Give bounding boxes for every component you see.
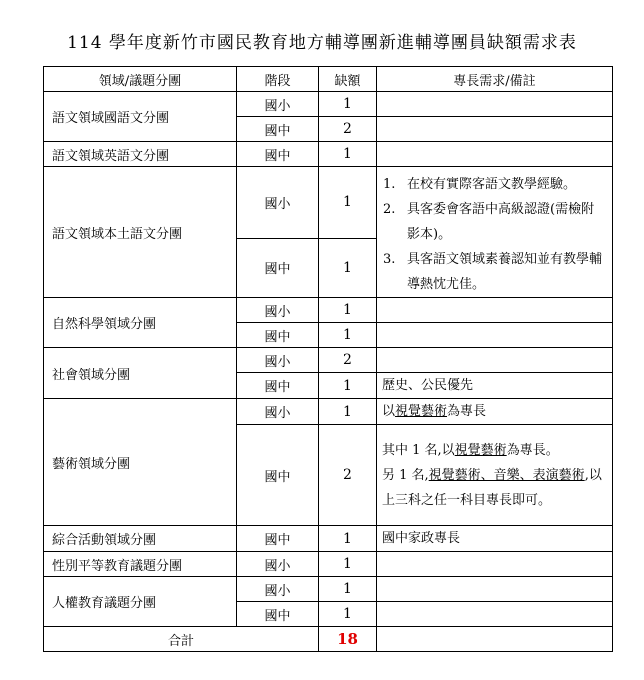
area-native: 語文領域本土語文分團 bbox=[44, 167, 237, 298]
note-line: 另 1 名,視覺藝術、音樂、表演藝術,以上三科之任一科目專長即可。 bbox=[382, 467, 602, 508]
stage-cell: 國中 bbox=[237, 373, 319, 399]
note-cell bbox=[377, 577, 613, 602]
area-gender: 性別平等教育議題分團 bbox=[44, 552, 237, 577]
note-list bbox=[383, 172, 606, 297]
list-item: 2. 具客委會客語中高級認證(需檢附影本)。 bbox=[383, 202, 595, 242]
area-arts: 藝術領域分團 bbox=[44, 399, 237, 526]
stage-cell: 國小 bbox=[237, 92, 319, 117]
note-cell: 國中家政專長 bbox=[377, 526, 613, 552]
stage-cell: 國小 bbox=[237, 399, 319, 425]
note-cell bbox=[377, 602, 613, 627]
total-row bbox=[44, 627, 613, 652]
note-cell bbox=[377, 117, 613, 142]
list-item: 1. 在校有實際客語文教學經驗。 bbox=[383, 177, 577, 192]
note-cell bbox=[377, 298, 613, 323]
area-integrative: 綜合活動領域分團 bbox=[44, 526, 237, 552]
stage-cell: 國小 bbox=[237, 577, 319, 602]
vacancy-cell: 1 bbox=[319, 323, 377, 348]
vacancy-cell: 1 bbox=[319, 577, 377, 602]
list-item: 3. 具客語文領域素養認知並有教學輔導熱忱尤佳。 bbox=[383, 252, 603, 292]
header-row bbox=[44, 67, 613, 92]
stage-cell: 國中 bbox=[237, 238, 319, 297]
area-chinese: 語文領域國語文分團 bbox=[44, 92, 237, 142]
table-row bbox=[44, 552, 613, 577]
note-cell bbox=[377, 627, 613, 652]
vacancy-cell: 1 bbox=[319, 167, 377, 239]
note-cell bbox=[377, 142, 613, 167]
note-cell bbox=[377, 92, 613, 117]
page-title: 114 學年度新竹市國民教育地方輔導團新進輔導團員缺額需求表 bbox=[67, 33, 577, 53]
area-social: 社會領域分團 bbox=[44, 348, 237, 399]
note-cell: 以視覺藝術為專長 bbox=[377, 399, 613, 425]
stage-cell: 國中 bbox=[237, 526, 319, 552]
stage-cell: 國小 bbox=[237, 552, 319, 577]
header-stage: 階段 bbox=[237, 67, 319, 92]
total-label: 合計 bbox=[44, 627, 319, 652]
vacancy-cell: 2 bbox=[319, 425, 377, 526]
note-cell bbox=[377, 552, 613, 577]
vacancy-cell: 1 bbox=[319, 298, 377, 323]
stage-cell: 國中 bbox=[237, 602, 319, 627]
vacancy-cell: 1 bbox=[319, 238, 377, 297]
table-row bbox=[44, 167, 613, 239]
vacancy-cell: 1 bbox=[319, 373, 377, 399]
vacancy-cell: 1 bbox=[319, 602, 377, 627]
table-row bbox=[44, 298, 613, 323]
table-row bbox=[44, 577, 613, 602]
stage-cell: 國中 bbox=[237, 323, 319, 348]
note-cell: 歷史、公民優先 bbox=[377, 373, 613, 399]
note-cell bbox=[377, 348, 613, 373]
area-english: 語文領域英語文分團 bbox=[44, 142, 237, 167]
table-row bbox=[44, 92, 613, 117]
total-value: 18 bbox=[319, 627, 377, 652]
vacancy-cell: 1 bbox=[319, 552, 377, 577]
stage-cell: 國中 bbox=[237, 425, 319, 526]
vacancy-cell: 1 bbox=[319, 92, 377, 117]
table-row bbox=[44, 526, 613, 552]
stage-cell: 國小 bbox=[237, 348, 319, 373]
area-human-rights: 人權教育議題分團 bbox=[44, 577, 237, 627]
stage-cell: 國小 bbox=[237, 167, 319, 239]
stage-cell: 國小 bbox=[237, 298, 319, 323]
vacancy-cell: 1 bbox=[319, 142, 377, 167]
note-native bbox=[377, 167, 613, 298]
stage-cell: 國中 bbox=[237, 142, 319, 167]
table-row bbox=[44, 348, 613, 373]
vacancy-table bbox=[43, 66, 613, 652]
header-note: 專長需求/備註 bbox=[377, 67, 613, 92]
header-vacancy: 缺額 bbox=[319, 67, 377, 92]
note-cell bbox=[377, 323, 613, 348]
stage-cell: 國中 bbox=[237, 117, 319, 142]
note-arts bbox=[377, 425, 613, 526]
vacancy-cell: 2 bbox=[319, 348, 377, 373]
vacancy-cell: 2 bbox=[319, 117, 377, 142]
table-row bbox=[44, 399, 613, 425]
note-line: 其中 1 名,以視覺藝術為專長。 bbox=[382, 442, 559, 458]
table-row bbox=[44, 142, 613, 167]
vacancy-cell: 1 bbox=[319, 399, 377, 425]
vacancy-cell: 1 bbox=[319, 526, 377, 552]
header-area: 領域/議題分團 bbox=[44, 67, 237, 92]
area-science: 自然科學領域分團 bbox=[44, 298, 237, 348]
